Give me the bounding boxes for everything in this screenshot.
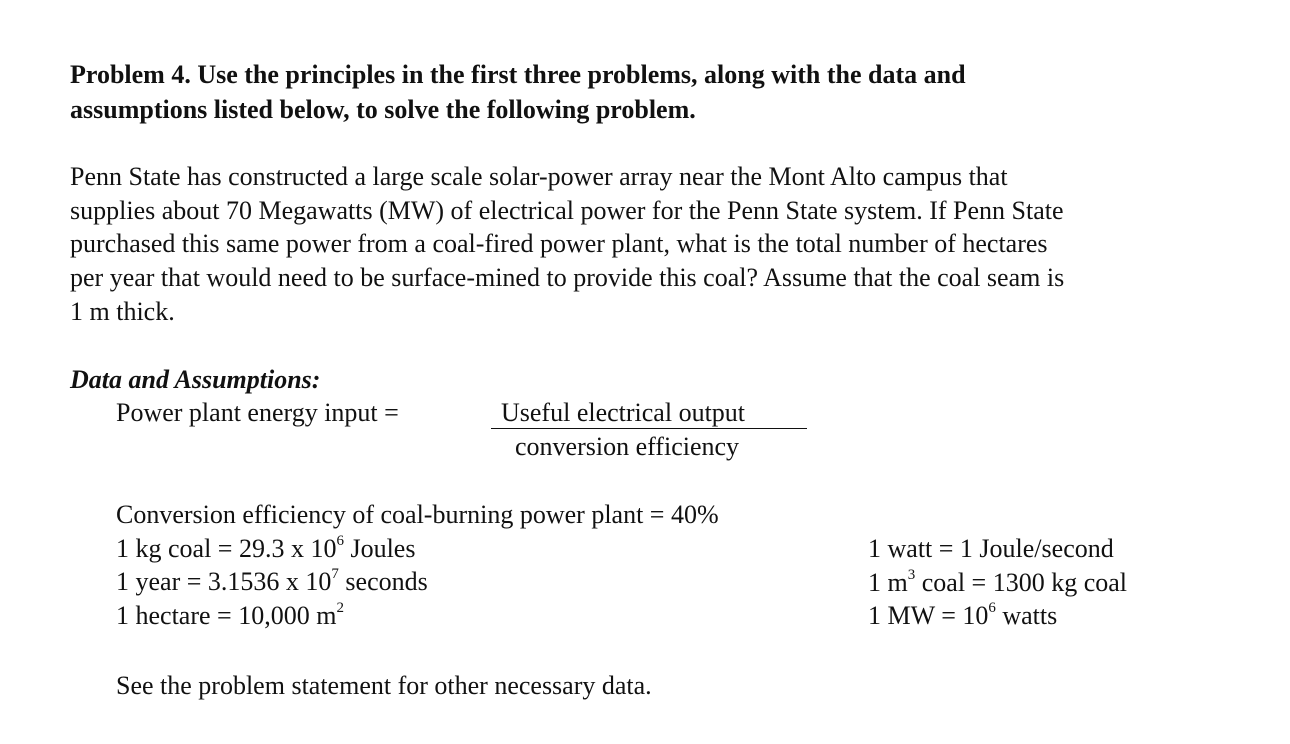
hectare-item [116, 599, 719, 633]
heading-line-1: Problem 4. Use the principles in the first three problems, along with the data and [70, 60, 966, 89]
statement-line-5: 1 m thick. [70, 296, 175, 326]
formula-denominator: conversion efficiency [515, 432, 740, 461]
coal-energy-unit: Joules [343, 533, 416, 563]
watt-item: 1 watt = 1 Joule/second [868, 534, 1114, 563]
statement-line-1: Penn State has constructed a large scale solar-power array near the Mont Alto campus that [70, 162, 1008, 191]
data-list-right [868, 532, 1127, 633]
megawatt-exponent: 6 [988, 600, 996, 617]
megawatt-base: 1 MW = 10 [868, 601, 989, 630]
formula-numerator: Useful electrical output [491, 396, 807, 429]
coal-density-exponent: 3 [907, 566, 916, 583]
statement-line-4: per year that would need to be surface-mined to provide this coal? Assume that the coal seam is [70, 263, 1065, 293]
coal-energy-exponent: 6 [336, 532, 344, 549]
footer-note: See the problem statement for other necessary data. [116, 671, 652, 700]
problem-statement [70, 160, 1220, 329]
hectare-exponent: 2 [336, 599, 344, 616]
year-base: 1 year = 3.1536 x 10 [116, 567, 332, 596]
megawatt-item [868, 599, 1127, 633]
formula-lhs: Power plant energy input = [116, 398, 399, 427]
problem-heading [70, 57, 1220, 127]
coal-density-rest: coal = 1300 kg coal [915, 567, 1128, 597]
coal-density-item [868, 566, 1127, 600]
hectare-base: 1 hectare = 10,000 m [116, 600, 337, 630]
efficiency-item: Conversion efficiency of coal-burning power plant = 40% [116, 500, 719, 529]
statement-line-2: supplies about 70 Megawatts (MW) of electrical power for the Penn State system. If Penn State [70, 195, 1064, 225]
year-exponent: 7 [331, 566, 339, 583]
coal-density-base: 1 m [868, 567, 908, 597]
coal-energy-base: 1 kg coal = 29.3 x 10 [116, 533, 337, 563]
year-unit: seconds [338, 567, 428, 596]
data-list-left [116, 498, 719, 632]
heading-line-2: assumptions listed below, to solve the following problem. [70, 95, 696, 124]
year-item [116, 565, 719, 599]
megawatt-unit: watts [995, 601, 1058, 630]
statement-line-3: purchased this same power from a coal-fired power plant, what is the total number of hectares [70, 229, 1048, 259]
data-assumptions-title: Data and Assumptions: [70, 365, 321, 394]
coal-energy-item [116, 532, 719, 566]
